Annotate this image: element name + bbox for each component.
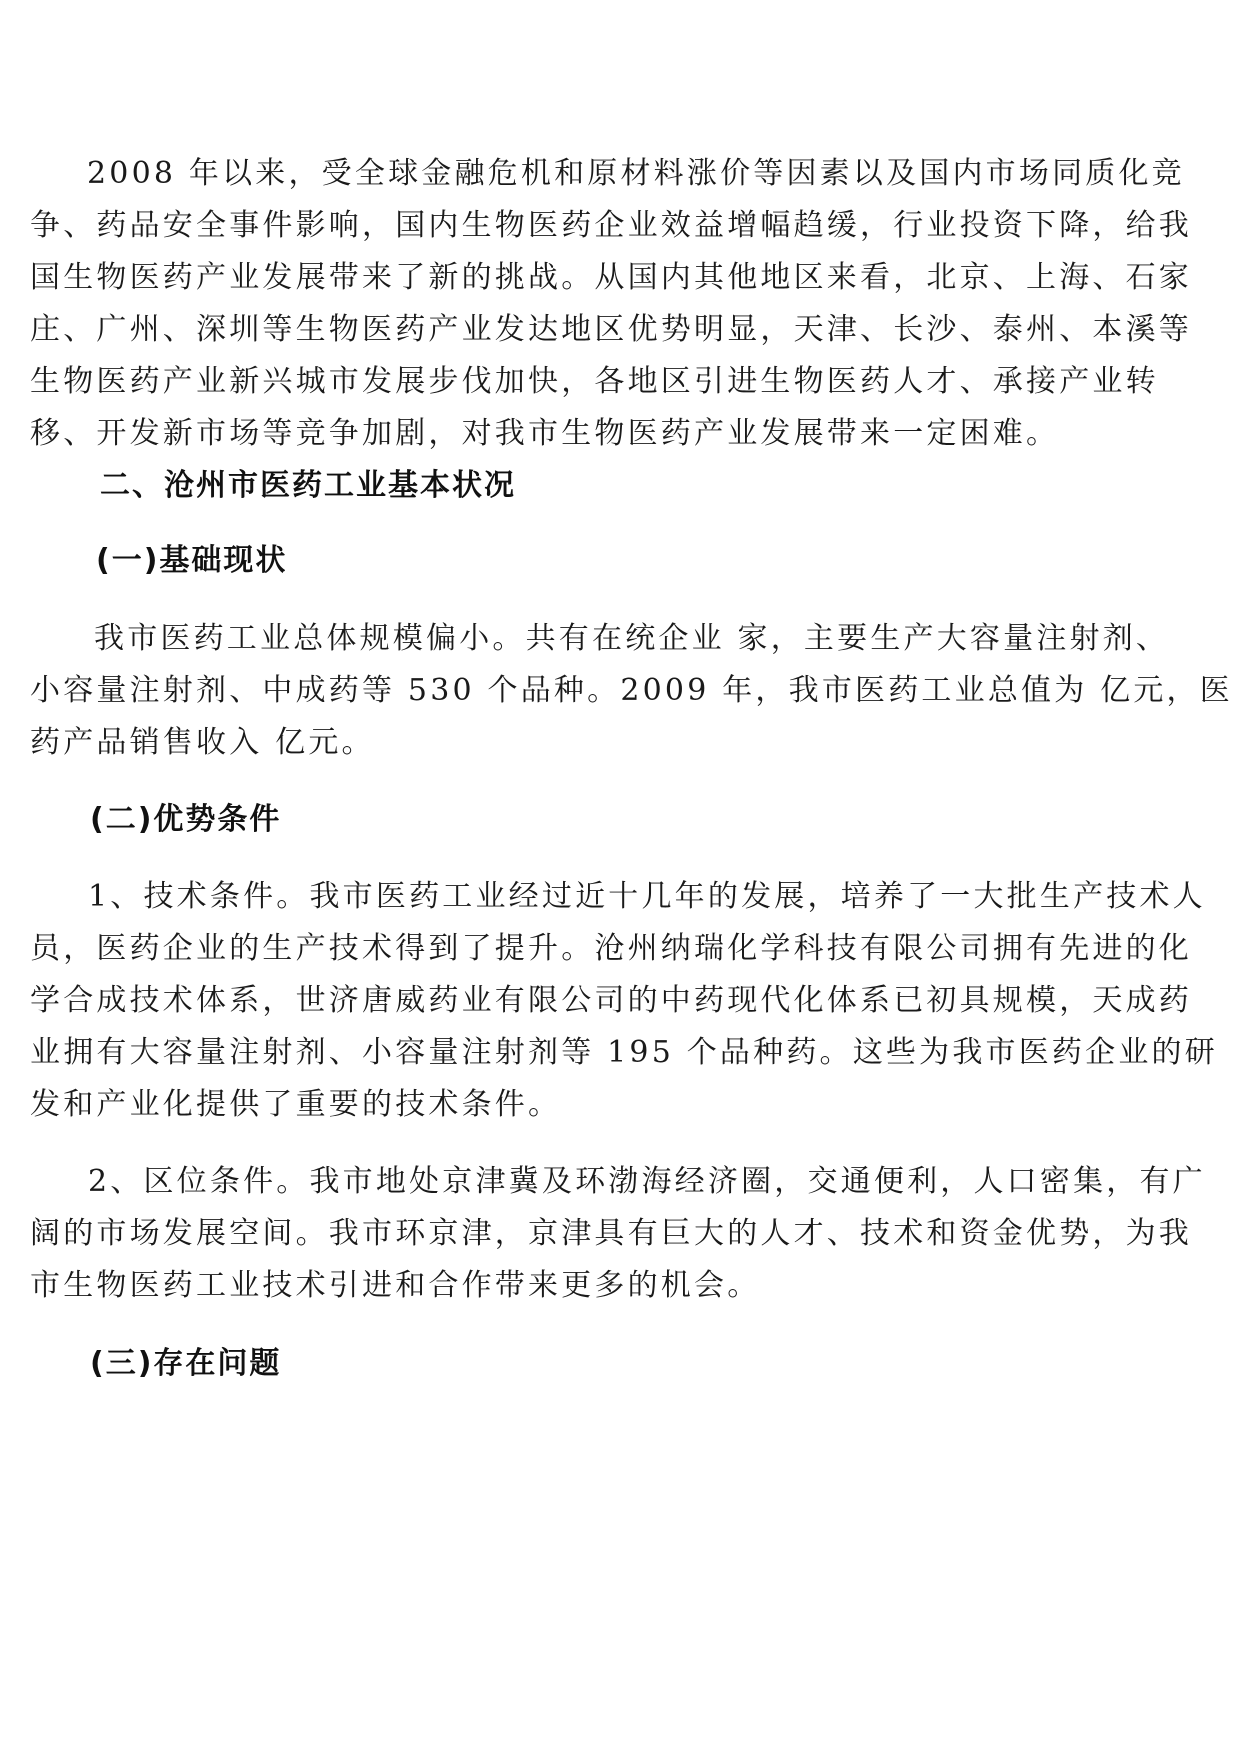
text-line: 药产品销售收入 亿元。 xyxy=(30,725,375,760)
text-line: 员，医药企业的生产技术得到了提升。沧州纳瑞化学科技有限公司拥有先进的化 xyxy=(30,931,1192,966)
text-line: 学合成技术体系，世济唐威药业有限公司的中药现代化体系已初具规模，天成药 xyxy=(30,983,1192,1018)
subsection-heading: (一)基础现状 xyxy=(96,543,288,578)
text-line: 国生物医药产业发展带来了新的挑战。从国内其他地区来看，北京、上海、石家 xyxy=(30,260,1192,295)
text-line: 阔的市场发展空间。我市环京津，京津具有巨大的人才、技术和资金优势，为我 xyxy=(30,1216,1192,1251)
text-line: 1、技术条件。我市医药工业经过近十几年的发展，培养了一大批生产技术人 xyxy=(88,879,1206,914)
text-line: 2、区位条件。我市地处京津冀及环渤海经济圈，交通便利，人口密集，有广 xyxy=(88,1164,1206,1199)
text-line: 小容量注射剂、中成药等 530 个品种。2009 年，我市医药工业总值为 亿元，医 xyxy=(30,673,1233,708)
text-line: 我市医药工业总体规模偏小。共有在统企业 家，主要生产大容量注射剂、 xyxy=(94,621,1170,656)
text-line: 市生物医药工业技术引进和合作带来更多的机会。 xyxy=(30,1268,761,1303)
subsection-heading: (二)优势条件 xyxy=(90,802,282,837)
text-line: 庄、广州、深圳等生物医药产业发达地区优势明显，天津、长沙、泰州、本溪等 xyxy=(30,312,1192,347)
text-line: 业拥有大容量注射剂、小容量注射剂等 195 个品种药。这些为我市医药企业的研 xyxy=(30,1035,1218,1070)
text-line: 2008 年以来，受全球金融危机和原材料涨价等因素以及国内市场同质化竞 xyxy=(87,156,1185,191)
text-line: 发和产业化提供了重要的技术条件。 xyxy=(30,1087,562,1122)
text-line: 争、药品安全事件影响，国内生物医药企业效益增幅趋缓，行业投资下降，给我 xyxy=(30,208,1192,243)
text-line: 移、开发新市场等竞争加剧，对我市生物医药产业发展带来一定困难。 xyxy=(30,416,1060,451)
section-heading: 二、沧州市医药工业基本状况 xyxy=(100,468,516,503)
subsection-heading: (三)存在问题 xyxy=(90,1346,282,1381)
text-line: 生物医药产业新兴城市发展步伐加快，各地区引进生物医药人才、承接产业转 xyxy=(30,364,1159,399)
